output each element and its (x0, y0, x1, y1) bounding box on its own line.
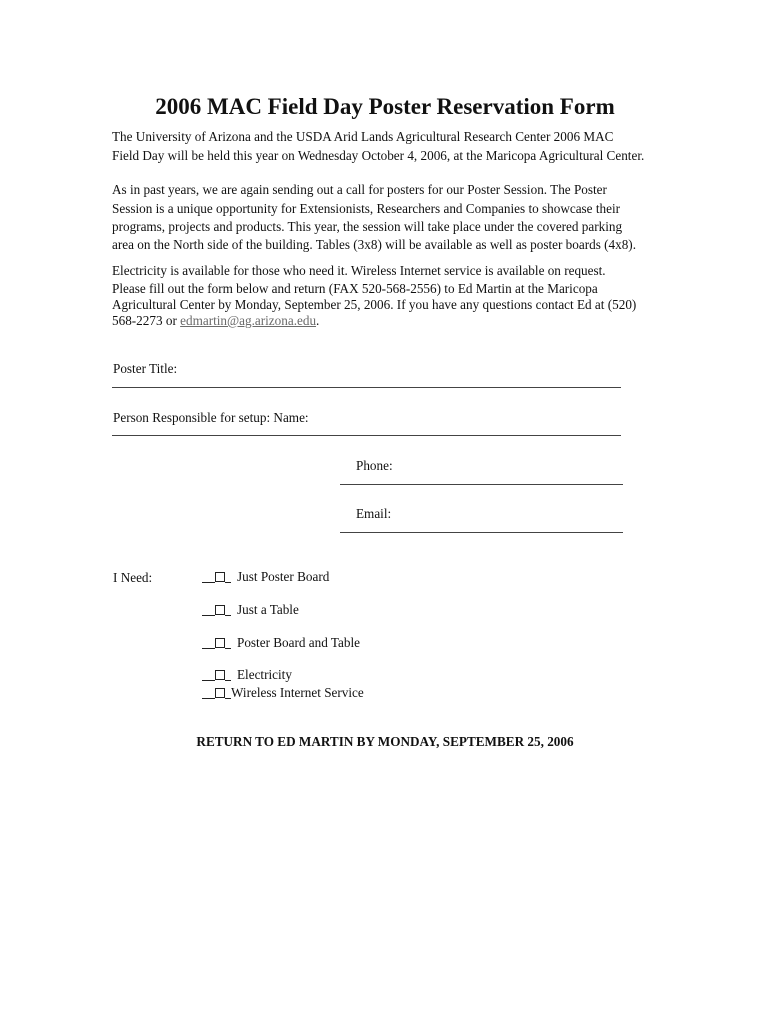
option-label: Wireless Internet Service (231, 685, 364, 700)
email-label: Email: (356, 506, 392, 521)
call-line-4: area on the North side of the building. Tables (3x8) will be available as well as poster boards (4x8). (112, 237, 636, 252)
option-label: Just Poster Board (237, 569, 330, 584)
option-wireless-internet[interactable] (202, 684, 364, 702)
checkbox-icon[interactable] (215, 688, 225, 698)
poster-title-field[interactable] (112, 387, 621, 388)
intro-line-1: The University of Arizona and the USDA Arid Lands Agricultural Research Center 2006 MAC (112, 129, 614, 144)
call-line-2: Session is a unique opportunity for Extensionists, Researchers and Companies to showcase their (112, 201, 620, 216)
checkbox-icon[interactable] (215, 572, 225, 582)
option-label: Poster Board and Table (237, 635, 360, 650)
option-poster-board-and-table[interactable] (202, 634, 360, 652)
electricity-line-4 (112, 312, 319, 330)
return-instruction: RETURN TO ED MARTIN BY MONDAY, SEPTEMBER 25, 2006 (196, 734, 574, 749)
contact-email-link[interactable]: edmartin@ag.arizona.edu (180, 313, 317, 328)
electricity-line-3: Agricultural Center by Monday, September 25, 2006. If you have any questions contact Ed at (520) (112, 297, 637, 312)
option-just-poster-board[interactable] (202, 568, 329, 586)
call-line-1: As in past years, we are again sending out a call for posters for our Poster Session. The Poster (112, 182, 607, 197)
person-name-field[interactable] (112, 435, 621, 436)
email-field[interactable] (340, 532, 623, 533)
contact-suffix: . (316, 313, 320, 328)
checkbox-icon[interactable] (215, 638, 225, 648)
option-electricity[interactable] (202, 666, 292, 684)
i-need-label: I Need: (113, 570, 153, 585)
option-label: Electricity (237, 667, 292, 682)
phone-label: Phone: (356, 458, 393, 473)
page-title: 2006 MAC Field Day Poster Reservation Form (155, 94, 615, 119)
call-line-3: programs, projects and products. This year, the session will take place under the covered parking (112, 219, 623, 234)
intro-line-2: Field Day will be held this year on Wednesday October 4, 2006, at the Maricopa Agricultural Center. (112, 148, 645, 163)
contact-phone-text: 568-2273 or (112, 313, 181, 328)
option-just-a-table[interactable] (202, 601, 299, 619)
phone-field[interactable] (340, 484, 623, 485)
person-name-label: Person Responsible for setup: Name: (113, 410, 309, 425)
poster-title-label: Poster Title: (113, 361, 178, 376)
electricity-line-2: Please fill out the form below and return (FAX 520-568-2556) to Ed Martin at the Maricopa (112, 281, 598, 296)
option-label: Just a Table (237, 602, 299, 617)
checkbox-icon[interactable] (215, 670, 225, 680)
checkbox-icon[interactable] (215, 605, 225, 615)
electricity-line-1: Electricity is available for those who need it. Wireless Internet service is available on request. (112, 263, 606, 278)
